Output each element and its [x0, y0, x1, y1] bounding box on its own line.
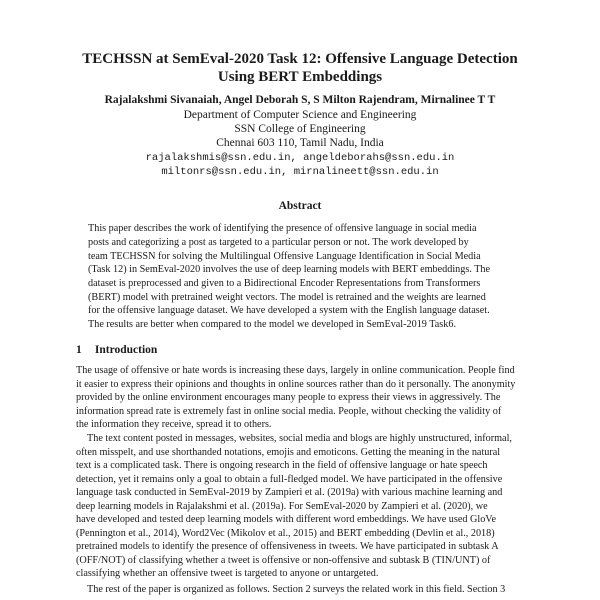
abstract-line: (BERT) model with pretrained weight vectors. The model is retrained and the weights are learned — [88, 292, 486, 303]
author-emails-line-2: miltonrs@ssn.edu.in, mirnalineett@ssn.edu.in — [161, 166, 439, 178]
affiliation-department: Department of Computer Science and Engineering — [183, 109, 417, 121]
body-line: (OFF/NOT) of classifying whether a tweet is offensive or non-offensive and subtask B (TIN/UNT) of — [76, 555, 491, 566]
body-line: have developed and tested deep learning models with different word embeddings. We have used GloVe — [76, 514, 497, 525]
abstract-heading: Abstract — [278, 200, 322, 212]
abstract-line: team TECHSSN for solving the Multilingual Offensive Language Identification in Social Media — [88, 251, 481, 262]
title-line-1: TECHSSN at SemEval-2020 Task 12: Offensive Language Detection — [82, 51, 518, 67]
body-line: often misspelt, and use shorthanded notations, emojis and emoticons. Getting the meaning in the natural — [76, 447, 501, 458]
body-line: provided by the online environment encourages many people to express their views in aggressively. The — [76, 392, 501, 403]
affiliation-location: Chennai 603 110, Tamil Nadu, India — [216, 137, 384, 149]
body-line: pretrained models to identify the presence of offensiveness in tweets. We have participated in subtask A — [76, 541, 499, 552]
title-line-2: Using BERT Embeddings — [217, 69, 383, 85]
author-list: Rajalakshmi Sivanaiah, Angel Deborah S, S Milton Rajendram, Mirnalinee T T — [104, 94, 496, 106]
body-line: The rest of the paper is organized as follows. Section 2 surveys the related work in this field. Section 3 — [87, 584, 506, 595]
section-title: Introduction — [94, 344, 158, 356]
abstract-line: dataset is preprocessed and given to a Bidirectional Encoder Representations from Transformers — [88, 278, 481, 289]
body-line: The usage of offensive or hate words is increasing these days, largely in online communication. People find — [76, 365, 515, 376]
abstract-line: for the offensive language dataset. We have developed a system with the English language dataset. — [88, 305, 490, 316]
body-line: text is a complicated task. There is ongoing research in the field of offensive language or hate speech — [76, 460, 488, 471]
body-line: deep learning models in Rajalakshmi et al. (2019a). For SemEval-2020 by Zampieri et al. (2020), we — [76, 501, 488, 512]
abstract-line: (Task 12) in SemEval-2020 involves the use of deep learning models with BERT embeddings. The — [88, 264, 491, 275]
body-line: The text content posted in messages, websites, social media and blogs are highly unstructured, informal, — [87, 433, 512, 444]
abstract-line: This paper describes the work of identifying the presence of offensive language in social media — [88, 223, 477, 234]
body-line: the information they receive, spread it to others. — [76, 419, 272, 430]
body-line: detection, yet it remains only a goal to obtain a full-fledged model. We have participated in the offensive — [76, 474, 503, 485]
author-emails-line-1: rajalakshmis@ssn.edu.in, angeldeborahs@ssn.edu.in — [145, 152, 455, 164]
paper-title — [40, 50, 560, 86]
abstract-line: The results are better when compared to the model we developed in SemEval-2019 Task6. — [88, 319, 456, 330]
body-line: classifying whether an offensive tweet is targeted to anyone or untargeted. — [76, 568, 379, 579]
abstract-line: posts and categorizing a post as targeted to a particular person or not. The work developed by — [88, 237, 469, 248]
affiliation-college: SSN College of Engineering — [234, 123, 366, 135]
body-line: it easier to express their opinions and thoughts in online sources rather than do it personally. The anonymity — [76, 379, 516, 390]
body-line: information spread rate is extremely fast in online social media. People, without checking the validity of — [76, 406, 502, 417]
section-heading-introduction — [76, 343, 157, 357]
body-line: (Pennington et al., 2014), Word2Vec (Mikolov et al., 2015) and BERT embedding (Devlin et al., 2018) — [76, 528, 495, 539]
body-line: language task conducted in SemEval-2019 by Zampieri et al. (2019a) with various machine learning and — [76, 487, 503, 498]
section-number: 1 — [76, 344, 82, 356]
